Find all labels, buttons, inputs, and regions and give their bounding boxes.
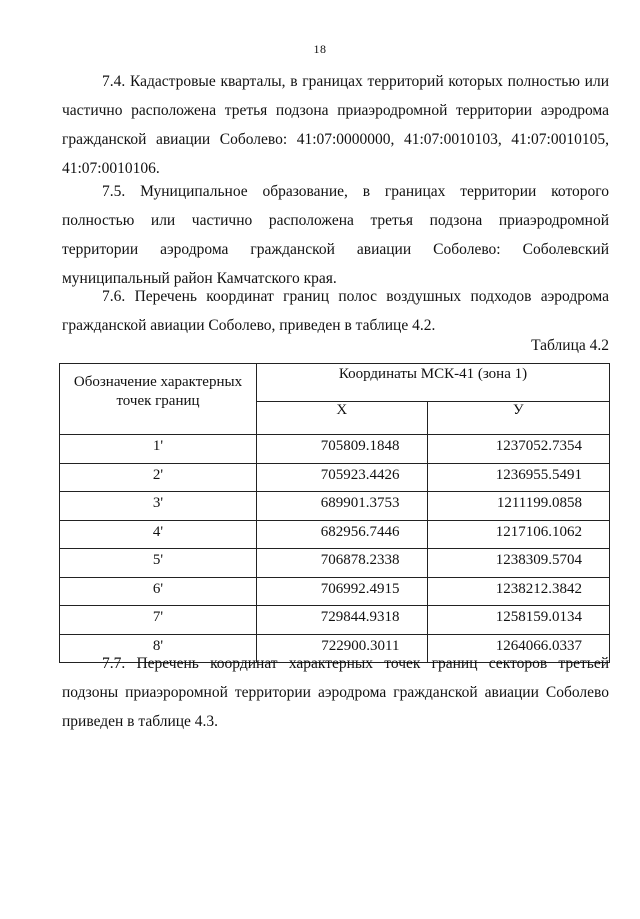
header-msk: Координаты МСК-41 (зона 1) xyxy=(257,364,610,402)
x-value: 729844.9318 xyxy=(257,606,428,635)
table-row xyxy=(60,435,610,464)
point-label: 7' xyxy=(60,606,257,635)
x-value: 682956.7446 xyxy=(257,520,428,549)
y-value: 1258159.0134 xyxy=(427,606,610,635)
table-row xyxy=(60,577,610,606)
coordinates-table xyxy=(59,363,610,663)
page-number: 18 xyxy=(313,42,327,56)
point-label: 2' xyxy=(60,463,257,492)
point-label: 6' xyxy=(60,577,257,606)
y-value: 1217106.1062 xyxy=(427,520,610,549)
x-value: 722900.3011 xyxy=(257,634,428,663)
x-value: 689901.3753 xyxy=(257,492,428,521)
header-x: Х xyxy=(257,401,428,434)
table-row xyxy=(60,520,610,549)
y-value: 1264066.0337 xyxy=(427,634,610,663)
header-points: Обозначение характерных точек границ xyxy=(60,364,257,435)
point-label: 3' xyxy=(60,492,257,521)
table-caption: Таблица 4.2 xyxy=(531,337,609,354)
table-row xyxy=(60,463,610,492)
y-value: 1236955.5491 xyxy=(427,463,610,492)
y-value: 1237052.7354 xyxy=(427,435,610,464)
point-label: 8' xyxy=(60,634,257,663)
point-label: 1' xyxy=(60,435,257,464)
table-row xyxy=(60,606,610,635)
y-value: 1238212.3842 xyxy=(427,577,610,606)
point-label: 4' xyxy=(60,520,257,549)
paragraph-7-6: 7.6. Перечень координат границ полос воздушных подходов аэродрома гражданской авиации Соболево, приведен в таблице 4.2. xyxy=(62,288,609,334)
point-label: 5' xyxy=(60,549,257,578)
paragraph-7-4: 7.4. Кадастровые кварталы, в границах территорий которых полностью или частично расположена третья подзона приаэродромной территории аэродрома гражданской авиации Соболево: 41:07:0000000, 41:07:0010103, 41:07:0010105, 41:07:0010106. xyxy=(62,73,609,177)
header-y: У xyxy=(427,401,610,434)
table-row xyxy=(60,549,610,578)
paragraph-7-7: 7.7. Перечень координат характерных точек границ секторов третьей подзоны приаэроромной территории аэродрома гражданской авиации Соболево приведен в таблице 4.3. xyxy=(62,655,609,730)
x-value: 705923.4426 xyxy=(257,463,428,492)
table-row xyxy=(60,492,610,521)
y-value: 1238309.5704 xyxy=(427,549,610,578)
x-value: 706992.4915 xyxy=(257,577,428,606)
paragraph-7-5: 7.5. Муниципальное образование, в границах территории которого полностью или частично расположена третья подзона приаэродромной территории аэродрома гражданской авиации Соболево: Соболевский муниципальный район Камчатского края. xyxy=(62,183,609,287)
y-value: 1211199.0858 xyxy=(427,492,610,521)
x-value: 705809.1848 xyxy=(257,435,428,464)
x-value: 706878.2338 xyxy=(257,549,428,578)
